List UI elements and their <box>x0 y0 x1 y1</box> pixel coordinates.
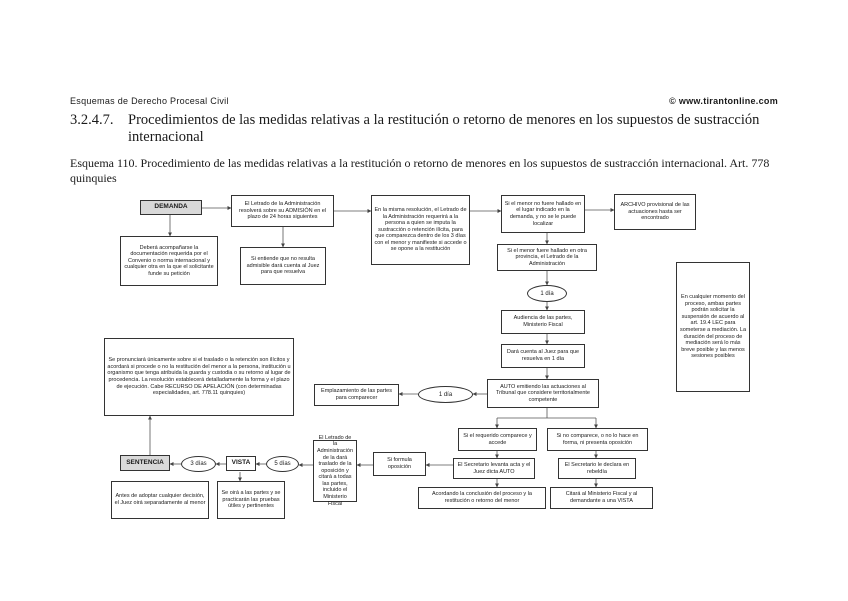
demanda-label: DEMANDA <box>154 203 188 211</box>
letrado-traslado-box <box>313 434 357 507</box>
acordando: Acordando la conclusión del proceso y la restitución o retorno del menor <box>432 491 532 504</box>
section-number: 3.2.4.7. <box>70 112 114 128</box>
oiran-partes-box <box>217 481 285 519</box>
comparece-accede: Si el requerido comparece y accede <box>463 432 532 446</box>
no-hallado-box <box>501 195 585 233</box>
demanda-note-box <box>120 236 218 286</box>
tres-dias: 3 días <box>190 461 207 467</box>
running-header-right: © www.tirantonline.com <box>669 96 778 106</box>
section-title: Procedimientos de las medidas relativas a la restitución o retorno de menores en los supuestos de sustracción internacional <box>128 112 760 145</box>
antes-adoptar-box <box>111 481 209 519</box>
no-hallado: Si el menor no fuere hallado en el lugar indicado en la demanda, y no se le puede localizar <box>504 200 582 227</box>
no-comparece: Si no comparece, o no lo hace en forma, ni presenta oposición <box>556 432 639 446</box>
no-comparece-box <box>547 428 648 451</box>
antes-adoptar: Antes de adoptar cualquier decisión, el Juez oirá separadamente al menor <box>114 493 206 506</box>
sentencia: SENTENCIA <box>126 458 164 466</box>
un-dia-oval-a <box>527 285 567 302</box>
letrado-traslado: El Letrado de la Administración de la dará traslado de la oposición y citará a todas las partes, incluido el Ministerio Fiscal <box>316 434 354 507</box>
un-dia-oval-b <box>418 386 473 403</box>
secretario-acta: El Secretario levanta acta y el Juez dicta AUTO <box>457 461 531 475</box>
acordando-box <box>418 487 546 509</box>
archivo: ARCHIVO provisional de las actuaciones hasta ser encontrado <box>620 202 690 222</box>
mediacion-note-box <box>676 262 750 392</box>
citara: Citará al Ministerio Fiscal y al demandante a una VISTA <box>565 491 638 504</box>
audiencia-box <box>501 310 585 334</box>
secretario-acta-box <box>453 458 535 479</box>
no-admisible-box <box>240 247 326 285</box>
formula-oposicion-box <box>373 452 426 476</box>
un-dia-a: 1 día <box>540 290 554 297</box>
dara-cuenta-box <box>501 344 585 368</box>
no-admisible: Si entiende que no resulta admisible dará cuenta al Juez para que resuelva <box>246 256 320 276</box>
auto-box <box>487 379 599 408</box>
secretario-rebeldia: El Secretario le declara en rebeldía <box>564 461 630 475</box>
oiran-partes: Se oirá a las partes y se practicarán las pruebas útiles y pertinentes <box>221 490 281 510</box>
emplazamiento-box <box>314 384 399 406</box>
archivo-box <box>614 194 696 230</box>
comparece-accede-box <box>458 428 537 451</box>
se-pronunciara: Se pronunciará únicamente sobre si el traslado o la retención son ilícitos y acordará si procede o no la restitución del menor a la persona, institución u organismo que tenga atribuida la guarda y custodia o su retorno al lugar de procedencia. La resolución establecerá detalladamente la forma y el plazo de ejecución. Cabe RECURSO DE APELACIÓN (con determinadas especialidades, art. 778.11 quinquies) <box>107 357 291 397</box>
otra-provincia: Si el menor fuere hallado en otra provincia, el Letrado de la Administración <box>507 247 587 267</box>
otra-provincia-box <box>497 244 597 271</box>
tres-dias-oval <box>181 456 216 472</box>
sentencia-box <box>120 455 170 471</box>
se-pronunciara-box <box>104 338 294 416</box>
formula-oposicion: Si formula oposición <box>387 457 412 470</box>
misma-resolucion-box <box>371 195 470 265</box>
un-dia-b: 1 día <box>438 391 453 398</box>
auto: AUTO emitiendo las actuaciones al Tribunal que considere territorialmente competente <box>496 383 590 403</box>
running-header-left: Esquemas de Derecho Procesal Civil <box>70 96 229 106</box>
vista-box <box>226 456 256 471</box>
letrado-admision-box <box>231 195 334 227</box>
misma-resolucion: En la misma resolución, el Letrado de la Administración requerirá a la persona a quien se imputa la sustracción o retención ilícita, para que comparezca dentro de los 3 días con el menor y manifieste si accede o se opone a la restitución <box>374 206 467 253</box>
schema-title: Esquema 110. Procedimiento de las medidas relativas a la restitución o retorno de menores en los supuestos de sustracción internacional. Art. 778 quinquies <box>70 156 770 185</box>
letrado-admision: El Letrado de la Administración resolverá sobre su ADMISIÓN en el plazo de 24 horas siguientes <box>238 201 327 221</box>
cinco-dias-oval <box>266 456 299 472</box>
citara-box <box>550 487 653 509</box>
demanda-box <box>140 200 202 215</box>
mediacion-note: En cualquier momento del proceso, ambas partes podrán solicitar la suspensión de acuerdo al art. 19.4 LEC para someterse a mediación. La duración del proceso de mediación será lo más breve posible y las menos sesiones posibles <box>679 294 747 360</box>
demanda-note: Deberá acompañarse la documentación requerida por el Convenio o norma internacional y cualquier otra en la que el solicitante funde su petición <box>124 244 214 277</box>
emplazamiento: Emplazamiento de las partes para comparecer <box>321 388 392 401</box>
vista: VISTA <box>231 459 251 467</box>
secretario-rebeldia-box <box>558 458 636 479</box>
cinco-dias: 5 días <box>274 461 291 467</box>
dara-cuenta: Dará cuenta al Juez para que resuelva en 1 día <box>506 349 580 362</box>
audiencia: Audiencia de las partes, Ministerio Fiscal <box>513 315 573 328</box>
